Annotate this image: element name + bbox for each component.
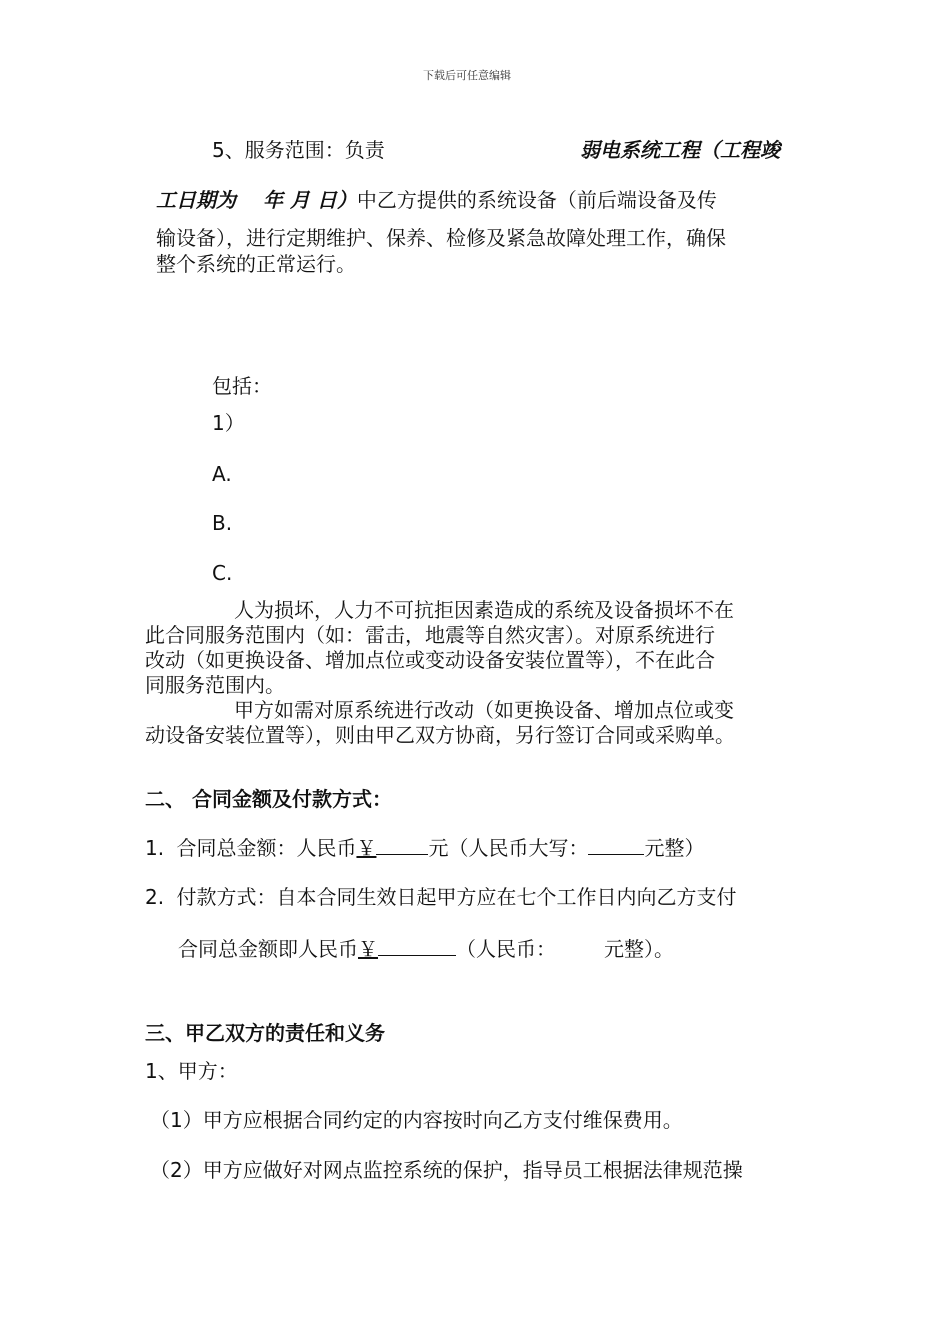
page-header: 下载后可任意编辑 — [423, 69, 511, 82]
amount-words-label: 元（人民币大写： — [428, 836, 589, 860]
party-a-duty-1: （1）甲方应根据合同约定的内容按时向乙方支付维保费用。 — [150, 1108, 683, 1132]
scope-line-2 — [156, 187, 717, 213]
list-item: 1） — [212, 411, 245, 435]
section-3-heading: 三、甲乙双方的责任和义务 — [145, 1021, 385, 1045]
payment-amount-label: 合同总金额即人民币 — [178, 937, 358, 961]
payment-amount-line — [178, 935, 674, 962]
currency-symbol: ￥ — [358, 937, 378, 961]
exclusion-line: 同服务范围内。 — [145, 673, 285, 697]
modification-line: 动设备安装位置等），则由甲乙双方协商，另行签订合同或采购单。 — [145, 723, 735, 747]
party-a-duty-2: （2）甲方应做好对网点监控系统的保护，指导员工根据法律规范操 — [150, 1158, 743, 1182]
item-number: 2. — [145, 885, 165, 909]
includes-label: 包括： — [212, 374, 272, 398]
amount-words-blank — [588, 834, 644, 855]
payment-words-label: （人民币： — [456, 937, 556, 961]
payment-words-suffix: 元整）。 — [604, 937, 674, 961]
scope-line-1-project: 弱电系统工程（工程竣 — [580, 138, 780, 162]
party-a-label: 1、甲方： — [145, 1059, 238, 1083]
payment-method-line — [145, 884, 736, 910]
scope-line-4: 整个系统的正常运行。 — [156, 252, 356, 276]
item-number: 1. — [145, 836, 165, 860]
amount-blank — [376, 834, 428, 855]
exclusion-line: 此合同服务范围内（如：雷击，地震等自然灾害）。对原系统进行 — [145, 623, 715, 647]
exclusion-line: 人为损坏，人力不可抗拒因素造成的系统及设备损坏不在 — [234, 598, 734, 622]
scope-line-3: 输设备），进行定期维护、保养、检修及紧急故障处理工作，确保 — [156, 226, 726, 250]
contract-amount-line — [145, 834, 704, 861]
modification-line: 甲方如需对原系统进行改动（如更换设备、增加点位或变 — [234, 698, 734, 722]
amount-label: 合同总金额：人民币 — [176, 836, 357, 860]
exclusion-line: 改动（如更换设备、增加点位或变动设备安装位置等），不在此合 — [145, 648, 715, 672]
amount-words-suffix: 元整） — [644, 836, 705, 860]
currency-symbol: ￥ — [356, 836, 377, 860]
scope-line-2-rest: 中乙方提供的系统设备（前后端设备及传 — [356, 188, 717, 212]
list-item: A. — [212, 462, 232, 486]
scope-line-1-prefix: 5、服务范围：负责 — [212, 138, 385, 162]
completion-date-text: 工日期为 年 月 日） — [156, 188, 357, 212]
payment-amount-blank — [378, 935, 456, 956]
list-item: C. — [212, 561, 233, 585]
payment-method-text: 付款方式：自本合同生效日起甲方应在七个工作日内向乙方支付 — [176, 885, 737, 909]
list-item: B. — [212, 511, 233, 535]
section-2-heading: 二、 合同金额及付款方式： — [145, 787, 392, 811]
